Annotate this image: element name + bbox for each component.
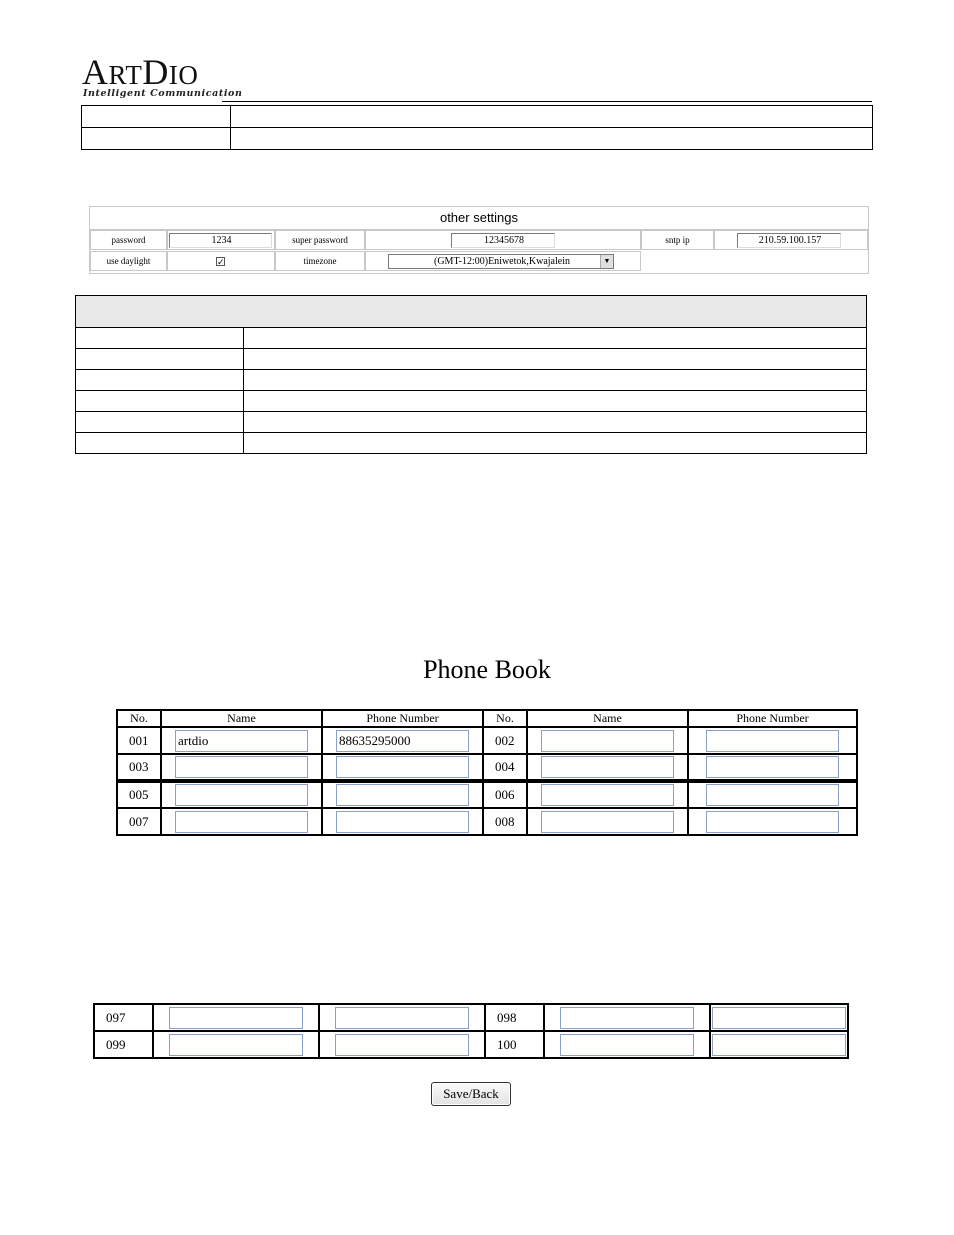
table-row bbox=[117, 808, 857, 835]
sntp-ip-input[interactable]: 210.59.100.157 bbox=[737, 233, 841, 248]
artdio-logo bbox=[82, 52, 243, 102]
table-cell bbox=[76, 349, 244, 370]
table-cell bbox=[244, 370, 867, 391]
table-row bbox=[117, 781, 857, 808]
table-row bbox=[117, 727, 857, 754]
name-cell bbox=[153, 1031, 319, 1058]
use-daylight-label: use daylight bbox=[90, 251, 167, 271]
table-cell bbox=[244, 328, 867, 349]
name-cell bbox=[527, 808, 688, 835]
super-password-label: super password bbox=[275, 230, 365, 250]
other-settings-title: other settings bbox=[90, 207, 868, 230]
table-cell bbox=[244, 391, 867, 412]
name-cell bbox=[544, 1031, 710, 1058]
phone-book-title: Phone Book bbox=[423, 655, 551, 684]
entry-number: 007 bbox=[117, 808, 161, 835]
logo-tagline: Intelligent Communication bbox=[83, 88, 243, 99]
name-input[interactable] bbox=[541, 784, 674, 806]
table-cell bbox=[244, 433, 867, 454]
entry-number: 006 bbox=[483, 781, 527, 808]
name-input[interactable] bbox=[169, 1007, 303, 1029]
table-cell bbox=[76, 412, 244, 433]
table-header-cell bbox=[76, 296, 867, 328]
phone-number-input[interactable]: 88635295000 bbox=[336, 730, 469, 752]
phone-number-input[interactable] bbox=[336, 784, 469, 806]
entry-number: 003 bbox=[117, 754, 161, 781]
password-input[interactable]: 1234 bbox=[169, 233, 272, 248]
name-input[interactable] bbox=[560, 1034, 694, 1056]
name-cell bbox=[161, 781, 322, 808]
entry-number: 100 bbox=[485, 1031, 544, 1058]
entry-number: 008 bbox=[483, 808, 527, 835]
timezone-label: timezone bbox=[275, 251, 365, 271]
name-cell bbox=[161, 754, 322, 781]
entry-number: 004 bbox=[483, 754, 527, 781]
name-cell bbox=[161, 808, 322, 835]
entry-number: 002 bbox=[483, 727, 527, 754]
column-header: Name bbox=[527, 710, 688, 727]
entry-number: 005 bbox=[117, 781, 161, 808]
logo-wordmark: ARTDIO bbox=[82, 52, 199, 92]
table-cell bbox=[76, 391, 244, 412]
phone-cell bbox=[710, 1004, 848, 1031]
phone-cell bbox=[688, 808, 857, 835]
timezone-select[interactable] bbox=[388, 254, 614, 269]
phone-number-input[interactable] bbox=[706, 730, 839, 752]
save-back-button[interactable]: Save/Back bbox=[431, 1082, 511, 1106]
phone-cell bbox=[688, 727, 857, 754]
password-cell bbox=[167, 230, 275, 250]
timezone-cell bbox=[365, 251, 641, 271]
table-cell bbox=[76, 370, 244, 391]
phone-cell bbox=[710, 1031, 848, 1058]
other-settings-panel bbox=[89, 206, 869, 274]
phone-number-input[interactable] bbox=[706, 756, 839, 778]
entry-number: 098 bbox=[485, 1004, 544, 1031]
column-header: No. bbox=[117, 710, 161, 727]
phone-cell bbox=[688, 754, 857, 781]
name-input[interactable] bbox=[169, 1034, 303, 1056]
column-header: Name bbox=[161, 710, 322, 727]
table-cell bbox=[76, 328, 244, 349]
entry-number: 001 bbox=[117, 727, 161, 754]
phone-number-input[interactable] bbox=[712, 1034, 846, 1056]
table-row bbox=[94, 1004, 848, 1031]
phone-cell bbox=[688, 781, 857, 808]
phone-number-input[interactable] bbox=[335, 1007, 469, 1029]
phone-cell bbox=[322, 781, 483, 808]
name-input[interactable] bbox=[541, 811, 674, 833]
chevron-down-icon[interactable]: ▼ bbox=[600, 255, 613, 268]
table-cell bbox=[244, 349, 867, 370]
name-input[interactable] bbox=[541, 730, 674, 752]
table-row bbox=[94, 1031, 848, 1058]
sntp-ip-label: sntp ip bbox=[641, 230, 714, 250]
top-table bbox=[81, 105, 873, 150]
header-divider bbox=[222, 101, 872, 102]
phone-number-input[interactable] bbox=[706, 811, 839, 833]
phone-cell bbox=[322, 754, 483, 781]
column-header: Phone Number bbox=[322, 710, 483, 727]
table-cell bbox=[82, 128, 231, 150]
super-password-input[interactable]: 12345678 bbox=[451, 233, 555, 248]
middle-table bbox=[75, 295, 867, 454]
name-cell bbox=[544, 1004, 710, 1031]
phone-number-input[interactable] bbox=[712, 1007, 846, 1029]
entry-number: 097 bbox=[94, 1004, 153, 1031]
name-cell bbox=[153, 1004, 319, 1031]
name-cell bbox=[527, 727, 688, 754]
table-cell bbox=[244, 412, 867, 433]
phone-cell bbox=[319, 1031, 485, 1058]
phone-number-input[interactable] bbox=[336, 756, 469, 778]
phone-cell bbox=[319, 1004, 485, 1031]
phone-book-table bbox=[116, 709, 858, 836]
phone-cell bbox=[322, 727, 483, 754]
name-input[interactable] bbox=[175, 784, 308, 806]
table-cell bbox=[82, 106, 231, 128]
name-input[interactable] bbox=[175, 811, 308, 833]
use-daylight-cell bbox=[167, 251, 275, 271]
name-input[interactable] bbox=[541, 756, 674, 778]
name-input[interactable]: artdio bbox=[175, 730, 308, 752]
phone-number-input[interactable] bbox=[706, 784, 839, 806]
column-header: No. bbox=[483, 710, 527, 727]
use-daylight-checkbox[interactable]: ✓ bbox=[217, 257, 225, 267]
phone-number-input[interactable] bbox=[335, 1034, 469, 1056]
column-header: Phone Number bbox=[688, 710, 857, 727]
phone-number-input[interactable] bbox=[336, 811, 469, 833]
name-input[interactable] bbox=[175, 756, 308, 778]
sntp-ip-cell bbox=[714, 230, 868, 250]
name-cell bbox=[527, 754, 688, 781]
timezone-selected-value: (GMT-12:00)Eniwetok,Kwajalein bbox=[434, 256, 570, 267]
name-cell bbox=[527, 781, 688, 808]
super-password-cell bbox=[365, 230, 641, 250]
phone-cell bbox=[322, 808, 483, 835]
table-cell bbox=[231, 128, 873, 150]
table-cell bbox=[231, 106, 873, 128]
table-row bbox=[117, 754, 857, 781]
password-label: password bbox=[90, 230, 167, 250]
phone-book-tail-table bbox=[93, 1003, 849, 1059]
name-cell bbox=[161, 727, 322, 754]
entry-number: 099 bbox=[94, 1031, 153, 1058]
table-cell bbox=[76, 433, 244, 454]
name-input[interactable] bbox=[560, 1007, 694, 1029]
